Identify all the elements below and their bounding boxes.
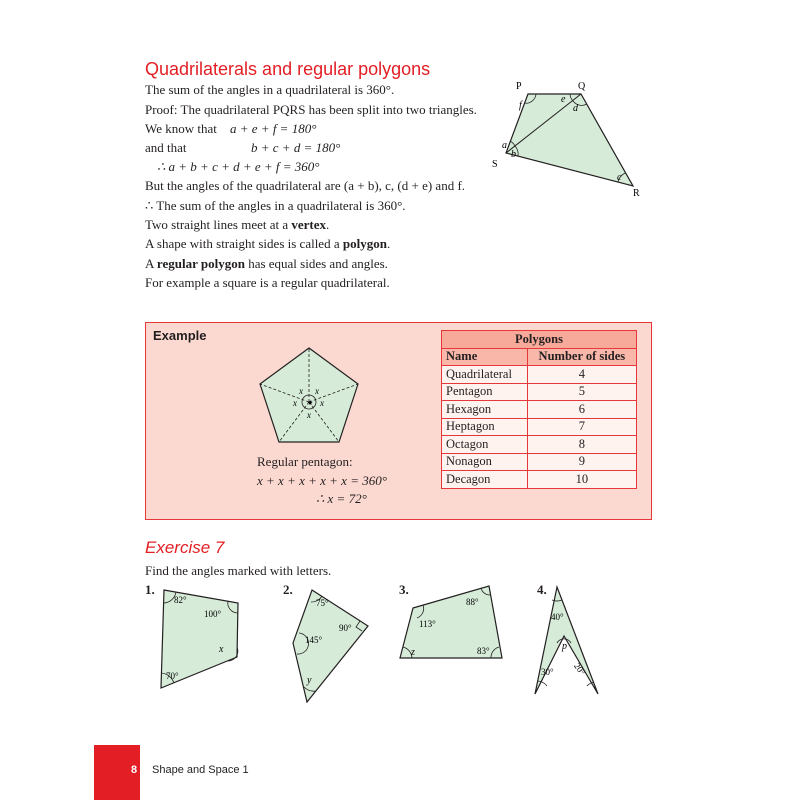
question-4-figure (525, 583, 605, 698)
angle-label-f: f (519, 100, 522, 111)
angle-label: 30° (541, 667, 554, 677)
chapter-title: Shape and Space 1 (152, 764, 249, 776)
table-cell-sides: 10 (527, 471, 636, 489)
example-box (145, 322, 652, 520)
question-number: 3. (399, 582, 409, 597)
center-star-icon: ★ (307, 399, 314, 407)
table-row (442, 436, 637, 454)
question-1-figure (150, 585, 250, 695)
pentagon-equation-2: ∴ x = 72° (316, 491, 367, 506)
quadrilateral-pqrs-figure (480, 75, 650, 200)
text-line (145, 140, 341, 156)
text-fragment: . (326, 217, 330, 232)
angle-label-a: a (502, 140, 507, 151)
angle-label: 100° (204, 609, 222, 619)
table-cell-name: Quadrilateral (442, 366, 528, 384)
pentagon-caption: Regular pentagon: (257, 454, 353, 469)
text-fragment: has equal sides and angles. (244, 256, 388, 271)
angle-label: p (562, 641, 567, 652)
table-cell-sides: 8 (527, 436, 636, 454)
text-line: For example a square is a regular quadrilateral. (145, 275, 390, 290)
table-cell-sides: 5 (527, 383, 636, 401)
angle-label: 90° (339, 623, 352, 633)
term-regular-polygon: regular polygon (156, 256, 245, 271)
question-number: 1. (145, 582, 155, 597)
text-line (145, 236, 390, 252)
angle-label-c: c (617, 172, 622, 183)
table-cell-sides: 7 (527, 418, 636, 436)
equation: ∴ a + b + c + d + e + f = 360° (157, 159, 320, 174)
equation: a + e + f = 180° (230, 121, 317, 136)
text-fragment: A (145, 256, 157, 271)
angle-label: 70° (166, 671, 179, 681)
angle-label: 20° (572, 661, 588, 678)
table-cell-sides: 9 (527, 453, 636, 471)
table-cell-sides: 6 (527, 401, 636, 419)
table-cell-name: Octagon (442, 436, 528, 454)
text-fragment: . (386, 236, 391, 251)
text-fragment: We know that (145, 121, 217, 136)
text-line (145, 256, 388, 272)
term-vertex: vertex (291, 217, 327, 232)
pentagon-angle-x: x (293, 398, 297, 408)
table-row (442, 366, 637, 384)
question-number: 2. (283, 582, 293, 597)
text-line (145, 217, 329, 233)
angle-label: 83° (477, 646, 490, 656)
angle-label-d: d (573, 103, 578, 114)
vertex-label-q: Q (578, 81, 586, 92)
regular-pentagon-figure (256, 343, 366, 453)
angle-label: 82° (174, 595, 187, 605)
table-cell-name: Nonagon (442, 453, 528, 471)
text-fragment: A shape with straight sides is called a (145, 236, 343, 251)
exercise-title: Exercise 7 (145, 538, 225, 557)
table-cell-name: Pentagon (442, 383, 528, 401)
vertex-label-p: P (516, 81, 522, 92)
pentagon-angle-x: x (307, 410, 311, 420)
question-number: 4. (537, 582, 547, 597)
text-line: Proof: The quadrilateral PQRS has been split into two triangles. (145, 102, 477, 117)
pentagon-angle-x: x (299, 386, 303, 396)
text-line: The sum of the angles in a quadrilateral is 360°. (145, 82, 395, 97)
angle-label: 75° (316, 598, 329, 608)
table-cell-sides: 4 (527, 366, 636, 384)
angle-label: y (307, 675, 312, 686)
question-3-figure (395, 583, 507, 663)
table-row (442, 401, 637, 419)
pentagon-equation-1: x + x + x + x + x = 360° (257, 473, 387, 488)
text-line (145, 121, 317, 137)
angle-label: 40° (551, 612, 564, 622)
exercise-instruction: Find the angles marked with letters. (145, 563, 332, 578)
table-row (442, 471, 637, 489)
table-cell-name: Hexagon (442, 401, 528, 419)
section-title: Quadrilaterals and regular polygons (145, 59, 431, 79)
table-header-name: Name (442, 348, 528, 366)
text-line: But the angles of the quadrilateral are (a + b), c, (d + e) and f. (145, 178, 466, 193)
angle-label-e: e (561, 94, 566, 105)
equation: b + c + d = 180° (251, 140, 341, 155)
vertex-label-r: R (633, 188, 640, 199)
pentagon-angle-x: x (320, 398, 324, 408)
quadrilateral-q2 (293, 590, 368, 702)
page-number: 8 (131, 764, 138, 776)
angle-label: x (219, 644, 224, 655)
table-row (442, 418, 637, 436)
table-title: Polygons (442, 331, 637, 349)
question-2-figure (285, 585, 375, 710)
term-polygon: polygon (342, 236, 387, 251)
text-line: ∴ The sum of the angles in a quadrilateral is 360°. (145, 198, 406, 213)
table-cell-name: Decagon (442, 471, 528, 489)
table-row (442, 383, 637, 401)
angle-label: 145° (305, 635, 323, 645)
table-row (442, 453, 637, 471)
example-label: Example (153, 328, 207, 343)
pentagon-angle-x: x (315, 386, 319, 396)
table-cell-name: Heptagon (442, 418, 528, 436)
text-fragment: Two straight lines meet at a (145, 217, 292, 232)
quadrilateral-pqrs (506, 94, 633, 186)
polygons-table (441, 330, 637, 489)
angle-label: z (411, 647, 415, 658)
vertex-label-s: S (492, 159, 498, 170)
angle-label: 88° (466, 597, 479, 607)
text-fragment: and that (145, 140, 187, 155)
angle-label-b: b (511, 149, 516, 160)
table-header-sides: Number of sides (527, 348, 636, 366)
angle-label: 113° (419, 619, 436, 629)
